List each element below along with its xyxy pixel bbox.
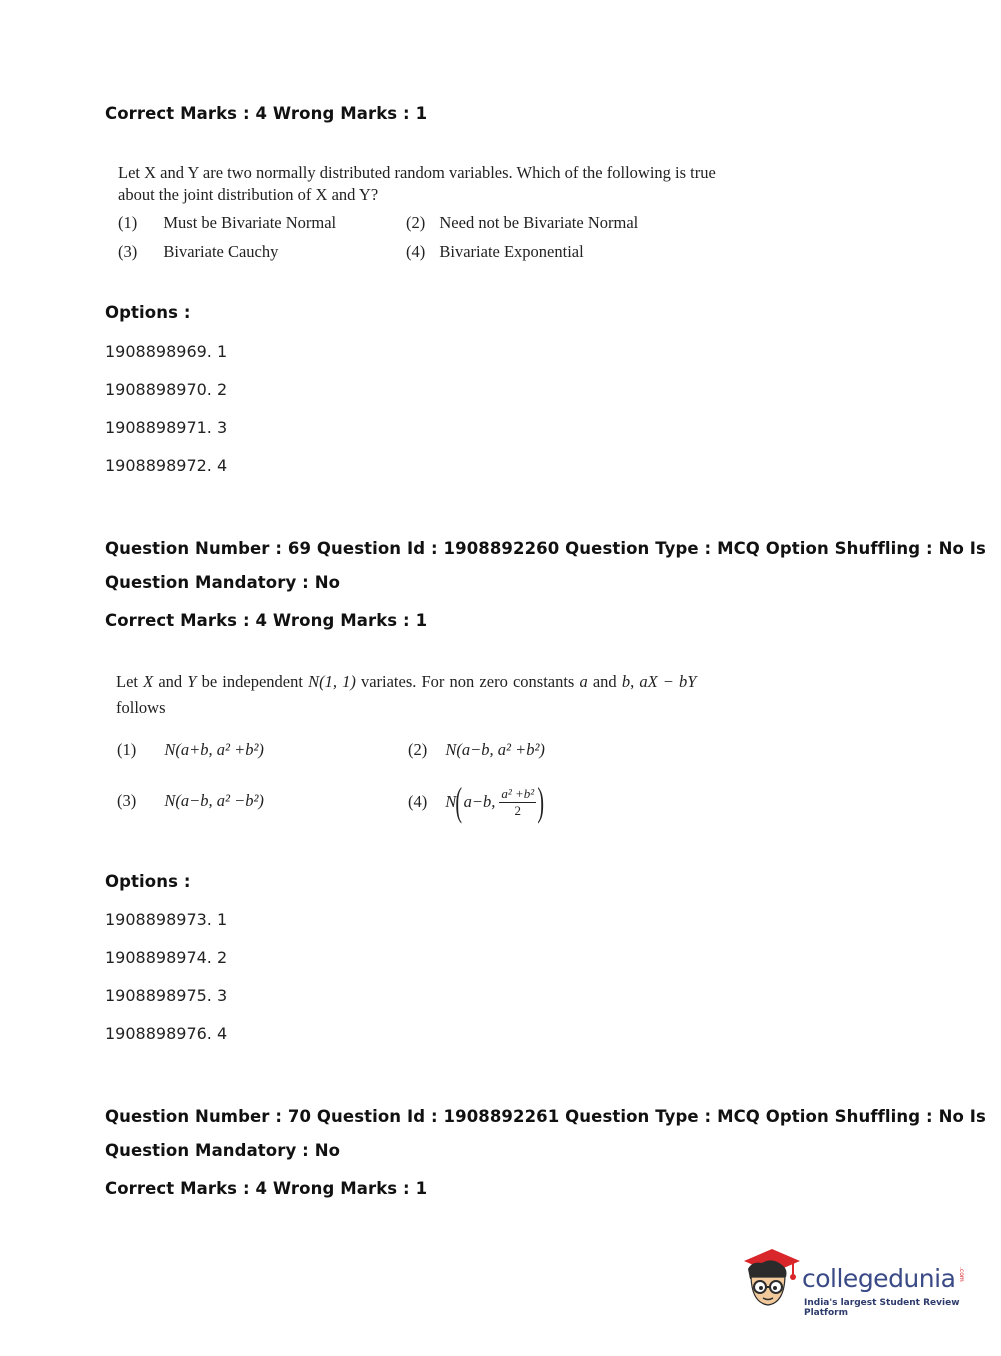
choice-number: (1)	[118, 213, 138, 232]
choice-text: N(a−b, a² +b²)	[445, 740, 545, 759]
choice-number: (3)	[117, 791, 137, 810]
option-item: 1908898975. 3	[105, 986, 228, 1005]
fraction-denominator: 2	[514, 802, 522, 818]
marks-line: Correct Marks : 4 Wrong Marks : 1	[105, 611, 428, 630]
option-item: 1908898976. 4	[105, 1024, 228, 1043]
option-item: 1908898972. 4	[105, 456, 228, 475]
choice-text: Bivariate Exponential	[439, 242, 584, 261]
marks-line: Correct Marks : 4 Wrong Marks : 1	[105, 104, 428, 123]
choice-text: Need not be Bivariate Normal	[439, 213, 639, 232]
choice-number: (3)	[118, 242, 138, 261]
choice-prefix: N	[445, 792, 457, 811]
question-header: Question Number : 70 Question Id : 1908892261 Question Type : MCQ Option Shuffling : No Is	[105, 1107, 986, 1126]
question-header: Question Number : 69 Question Id : 1908892260 Question Type : MCQ Option Shuffling : No Is	[105, 539, 986, 558]
option-item: 1908898974. 2	[105, 948, 228, 967]
option-item: 1908898973. 1	[105, 910, 228, 929]
choice-text: Must be Bivariate Normal	[163, 213, 337, 232]
question-line-1: Let X and Y are two normally distributed random variables. Which of the following is true	[118, 163, 716, 182]
choice-2	[406, 213, 638, 233]
constant-b: b	[621, 672, 631, 691]
option-item: 1908898969. 1	[105, 342, 228, 361]
choice-number: (1)	[117, 740, 137, 759]
variable-x: X	[143, 672, 154, 691]
choice-text: Bivariate Cauchy	[163, 242, 279, 261]
logo-suffix: .com	[958, 1267, 965, 1282]
question-line-2: about the joint distribution of X and Y?	[118, 185, 379, 204]
choice-number: (2)	[406, 213, 426, 232]
choice-3	[117, 791, 264, 811]
left-paren: (	[455, 779, 463, 824]
right-paren: )	[537, 779, 545, 824]
option-item: 1908898970. 2	[105, 380, 228, 399]
collegedunia-logo[interactable]	[738, 1247, 978, 1322]
logo-tagline: India's largest Student Review Platform	[804, 1298, 960, 1318]
choice-3	[118, 242, 278, 262]
fraction	[499, 786, 536, 819]
choice-text: N(a−b, a² −b²)	[164, 791, 264, 810]
choice-1	[117, 740, 264, 760]
choice-number: (4)	[408, 792, 428, 811]
logo-wordmark: collegedunia	[802, 1264, 956, 1293]
choice-text: N(a+b, a² +b²)	[164, 740, 264, 759]
marks-line: Correct Marks : 4 Wrong Marks : 1	[105, 1179, 428, 1198]
question-line-1: Let X and Y be independent N(1, 1) variates. For non zero constants a and b, aX − bY	[116, 672, 697, 691]
choice-number: (4)	[406, 242, 426, 261]
choice-4	[408, 777, 548, 827]
choice-2	[408, 740, 545, 760]
distribution: N(1, 1)	[308, 672, 356, 691]
choice-1	[118, 213, 336, 233]
options-label: Options :	[105, 303, 191, 322]
choice-number: (2)	[408, 740, 428, 759]
option-item: 1908898971. 3	[105, 418, 228, 437]
fraction-numerator: a² +b²	[501, 785, 535, 801]
options-label: Options :	[105, 872, 191, 891]
expression: aX − bY	[639, 672, 697, 691]
constant-a: a	[579, 672, 588, 691]
question-line-2: follows	[116, 698, 166, 717]
question-text	[118, 162, 716, 206]
mascot-icon	[738, 1247, 802, 1313]
choice-inner: a−b,	[463, 792, 496, 811]
choice-4	[406, 242, 584, 262]
question-mandatory: Question Mandatory : No	[105, 1141, 341, 1160]
variable-y: Y	[187, 672, 197, 691]
question-mandatory: Question Mandatory : No	[105, 573, 341, 592]
